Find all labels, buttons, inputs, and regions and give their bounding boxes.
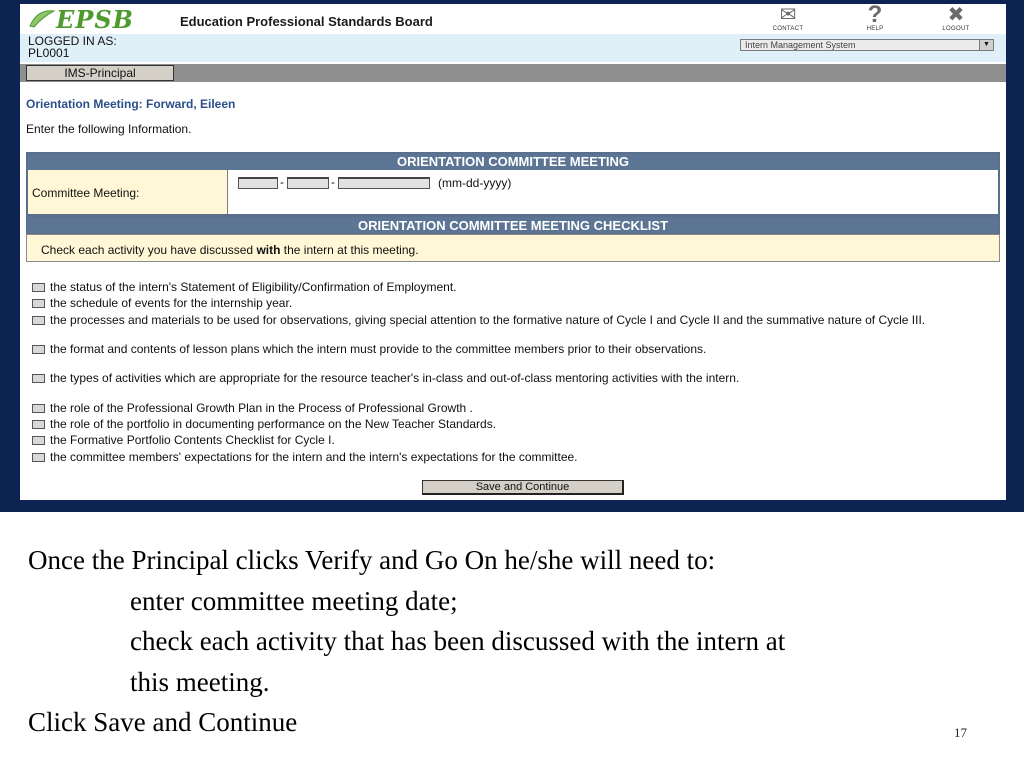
slide-caption — [28, 540, 988, 743]
help-button[interactable] — [850, 4, 900, 34]
checklist-checkbox[interactable] — [32, 374, 45, 383]
checklist-checkbox[interactable] — [32, 453, 45, 462]
org-name: Education Professional Standards Board — [180, 14, 433, 29]
question-icon: ? — [867, 4, 883, 28]
checklist-item-label: the processes and materials to be used for observations, giving special attention to the formative nature of Cycle I and Cycle II and the summative nature of Cycle III. — [50, 313, 926, 327]
checklist-item-label: the format and contents of lesson plans which the intern must provide to the committee members prior to their observations. — [50, 342, 707, 356]
checklist-checkbox[interactable] — [32, 299, 45, 308]
slide-caption-line: this meeting. — [130, 666, 270, 697]
date-day-input[interactable] — [287, 177, 329, 189]
tab-ims-principal[interactable]: IMS-Principal — [26, 65, 174, 81]
checklist-item-label: the committee members' expectations for the intern and the intern's expectations for the committee. — [50, 450, 578, 464]
date-format-hint: (mm-dd-yyyy) — [438, 176, 512, 190]
checklist-item-label: the role of the portfolio in documenting performance on the New Teacher Standards. — [50, 417, 497, 431]
checklist-checkbox[interactable] — [32, 436, 45, 445]
app-window — [20, 4, 1006, 500]
epsb-logo — [28, 5, 134, 33]
date-separator: - — [280, 175, 284, 189]
slide-caption-line: Once the Principal clicks Verify and Go On he/she will need to: — [28, 545, 716, 575]
system-select[interactable] — [740, 39, 994, 51]
checklist-item — [32, 296, 992, 310]
checklist-prompt-text: Check each activity you have discussed — [41, 243, 257, 257]
slide-caption-line: enter committee meeting date; — [130, 585, 458, 616]
checklist-item-label: the types of activities which are appropriate for the resource teacher's in-class and out-of-class mentoring activities with the intern. — [50, 371, 740, 385]
logout-label: LOGOUT — [942, 26, 970, 32]
x-icon: ✖ — [947, 4, 965, 26]
checklist-item-label: the status of the intern's Statement of Eligibility/Confirmation of Employment. — [50, 280, 457, 294]
committee-meeting-table — [26, 152, 1000, 216]
checklist-item-label: the Formative Portfolio Contents Checklist for Cycle I. — [50, 433, 335, 447]
page-title: Orientation Meeting: Forward, Eileen — [26, 97, 236, 111]
checklist-checkbox[interactable] — [32, 420, 45, 429]
logged-in-label: LOGGED IN AS: — [28, 34, 117, 48]
envelope-icon: ✉ — [779, 4, 797, 26]
date-separator: - — [331, 175, 335, 189]
checklist-prompt-text: the intern at this meeting. — [280, 243, 419, 257]
logout-button[interactable] — [931, 4, 981, 34]
checklist-checkbox[interactable] — [32, 283, 45, 292]
checklist-item — [32, 313, 992, 327]
contact-label: CONTACT — [772, 26, 804, 32]
committee-meeting-row — [28, 170, 998, 214]
tab-bar — [20, 64, 1006, 82]
checklist-checkbox[interactable] — [32, 345, 45, 354]
checklist-prompt — [41, 243, 419, 257]
contact-button[interactable] — [763, 4, 813, 34]
logged-in-user: PL0001 — [28, 46, 70, 60]
checklist-item — [32, 433, 992, 447]
system-select-value: Intern Management System — [745, 40, 856, 50]
checklist-item — [32, 280, 992, 294]
slide-caption-line: Click Save and Continue — [28, 707, 298, 737]
checklist-item — [32, 342, 992, 356]
checklist-item — [32, 371, 992, 385]
committee-meeting-label: Committee Meeting: — [32, 186, 140, 200]
checklist-prompt-box — [26, 234, 1000, 262]
checklist-prompt-emphasis: with — [256, 243, 281, 257]
date-year-input[interactable] — [338, 177, 430, 189]
help-label: HELP — [866, 26, 884, 32]
checklist-item — [32, 401, 992, 415]
checklist-item-label: the schedule of events for the internship year. — [50, 296, 293, 310]
dropdown-arrow-icon[interactable]: ▼ — [979, 40, 993, 50]
checklist-header: ORIENTATION COMMITTEE MEETING CHECKLIST — [26, 216, 1000, 234]
slide-caption-line: check each activity that has been discussed with the intern at — [130, 626, 786, 656]
checklist-item — [32, 417, 992, 431]
date-month-input[interactable] — [238, 177, 278, 189]
committee-meeting-header: ORIENTATION COMMITTEE MEETING — [28, 154, 998, 170]
slide-number: 17 — [954, 725, 967, 740]
login-bar — [20, 34, 1006, 62]
instructions-text: Enter the following Information. — [26, 122, 192, 136]
leaf-icon — [28, 8, 56, 30]
app-header — [20, 4, 1006, 34]
checklist-item — [32, 450, 992, 464]
save-and-continue-button[interactable]: Save and Continue — [422, 480, 624, 495]
checklist-checkbox[interactable] — [32, 404, 45, 413]
checklist-checkbox[interactable] — [32, 316, 45, 325]
logo-text: EPSB — [56, 4, 134, 34]
checklist-item-label: the role of the Professional Growth Plan in the Process of Professional Growth . — [50, 401, 473, 415]
committee-meeting-label-cell — [28, 170, 228, 214]
